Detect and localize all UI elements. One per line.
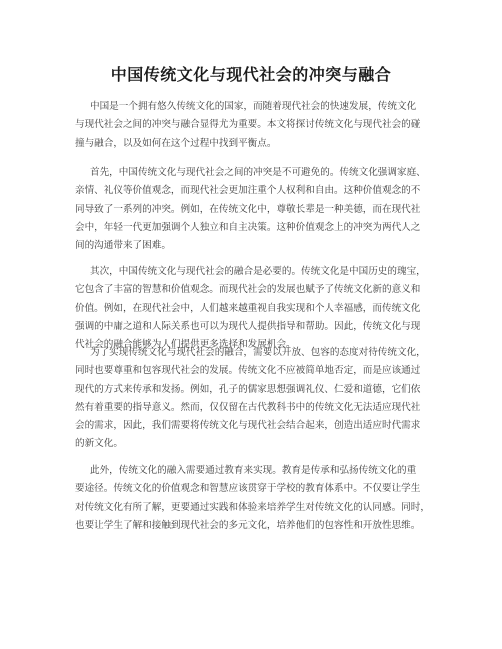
paragraph-line: 强调的中庸之道和人际关系也可以为现代人提供指导和帮助。因此，传统文化与现 (75, 320, 421, 332)
paragraph-line: 然有着重要的指导意义。然而，仅仅留在古代教科书中的传统文化无法适应现代社 (75, 401, 421, 413)
paragraph-5 (75, 462, 430, 535)
paragraph-2 (75, 164, 430, 255)
document-title: 中国传统文化与现代社会的冲突与融合 (110, 65, 392, 84)
paragraph-4 (75, 344, 430, 454)
paragraph-line: 对传统文化有所了解，更要通过实践和体验来培养学生对传统文化的认同感。同时， (75, 501, 430, 513)
paragraph-line: 现代的方式来传承和发扬。例如，孔子的儒家思想强调礼仪、仁爱和道德，它们依 (75, 383, 421, 395)
paragraph-line: 亲情、礼仪等价值观念，而现代社会更加注重个人权利和自由。这种价值观念的不 (75, 185, 421, 197)
paragraph-line: 它包含了丰富的智慧和价值观念。而现代社会的发展也赋予了传统文化新的意义和 (75, 284, 421, 296)
paragraph-line: 间的沟通带来了困难。 (75, 240, 171, 252)
paragraph-line: 的新文化。 (75, 438, 123, 450)
paragraph-line: 中国是一个拥有悠久传统文化的国家，而随着现代社会的快速发展，传统文化 (90, 101, 417, 112)
paragraph-1 (75, 98, 430, 153)
paragraph-3 (75, 263, 430, 354)
paragraph-line: 也要让学生了解和接触到现代社会的多元文化，培养他们的包容性和开放性思维。 (75, 519, 421, 531)
paragraph-line: 同导致了一系列的冲突。例如，在传统文化中，尊敬长辈是一种美德，而在现代社 (75, 203, 421, 215)
paragraph-line: 同时也要尊重和包容现代社会的发展。传统文化不应被简单地否定，而是应该通过 (75, 365, 421, 377)
paragraph-line: 价值。例如，在现代社会中，人们越来越重视自我实现和个人幸福感，而传统文化 (75, 302, 421, 314)
paragraph-line: 撞与融合，以及如何在这个过程中找到平衡点。 (75, 137, 277, 149)
paragraph-line: 首先，中国传统文化与现代社会之间的冲突是不可避免的。传统文化强调家庭、 (90, 167, 426, 178)
paragraph-line: 会的需求，因此，我们需要将传统文化与现代社会结合起来，创造出适应时代需求 (75, 420, 421, 432)
paragraph-line: 此外，传统文化的融入需要通过教育来实现。教育是传承和弘扬传统文化的重 (90, 465, 417, 476)
paragraph-line: 代社会的融合能够为人们提供更多选择和发展机会。 (75, 339, 296, 351)
paragraph-line: 其次，中国传统文化与现代社会的融合是必要的。传统文化是中国历史的瑰宝， (90, 266, 426, 277)
paragraph-line: 会中，年轻一代更加强调个人独立和自主决策。这种价值观念上的冲突为两代人之 (75, 221, 421, 233)
paragraph-line: 为了实现传统文化与现代社会的融合，需要以开放、包容的态度对待传统文化， (90, 347, 426, 358)
paragraph-line: 要途径。传统文化的价值观念和智慧应该贯穿于学校的教育体系中。不仅要让学生 (75, 483, 421, 495)
paragraph-line: 与现代社会之间的冲突与融合显得尤为重要。本文将探讨传统文化与现代社会的碰 (75, 119, 421, 131)
